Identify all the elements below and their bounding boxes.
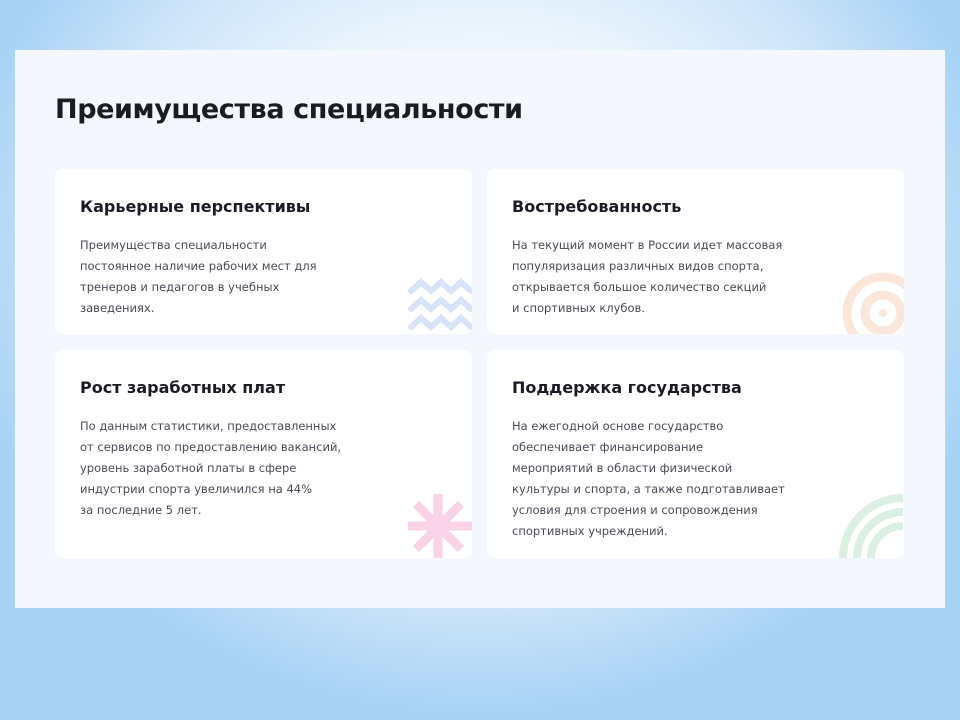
card-title: Поддержка государства: [512, 378, 742, 397]
advantages-panel: [15, 50, 945, 608]
card-salary-growth: [55, 350, 472, 558]
arcs-icon: [839, 492, 904, 558]
card-description: На ежегодной основе государство обеспечивает финансирование мероприятий в области физической культуры и спорта, а также подготавливает условия для строения и сопровождения спортивных учреждений.: [512, 419, 785, 538]
asterisk-icon: [405, 492, 472, 558]
card-demand: [487, 169, 904, 334]
card-title: Карьерные перспективы: [80, 197, 311, 216]
card-title: Рост заработных плат: [80, 378, 286, 397]
section-title: Преимущества специальности: [55, 94, 523, 125]
card-state-support: [487, 350, 904, 558]
card-title: Востребованность: [512, 197, 682, 216]
waves-icon: [407, 277, 472, 334]
card-description: По данным статистики, предоставленных от сервисов по предоставлению вакансий, уровень заработной платы в сфере индустрии спорта увеличился на 44% за последние 5 лет.: [80, 419, 342, 517]
target-icon: [839, 267, 904, 334]
card-career-prospects: [55, 169, 472, 334]
card-description: На текущий момент в России идет массовая популяризация различных видов спорта, открывается большое количество секций и спортивных клубов.: [512, 238, 783, 315]
card-description: Преимущества специальности постоянное наличие рабочих мест для тренеров и педагогов в учебных заведениях.: [80, 238, 317, 315]
